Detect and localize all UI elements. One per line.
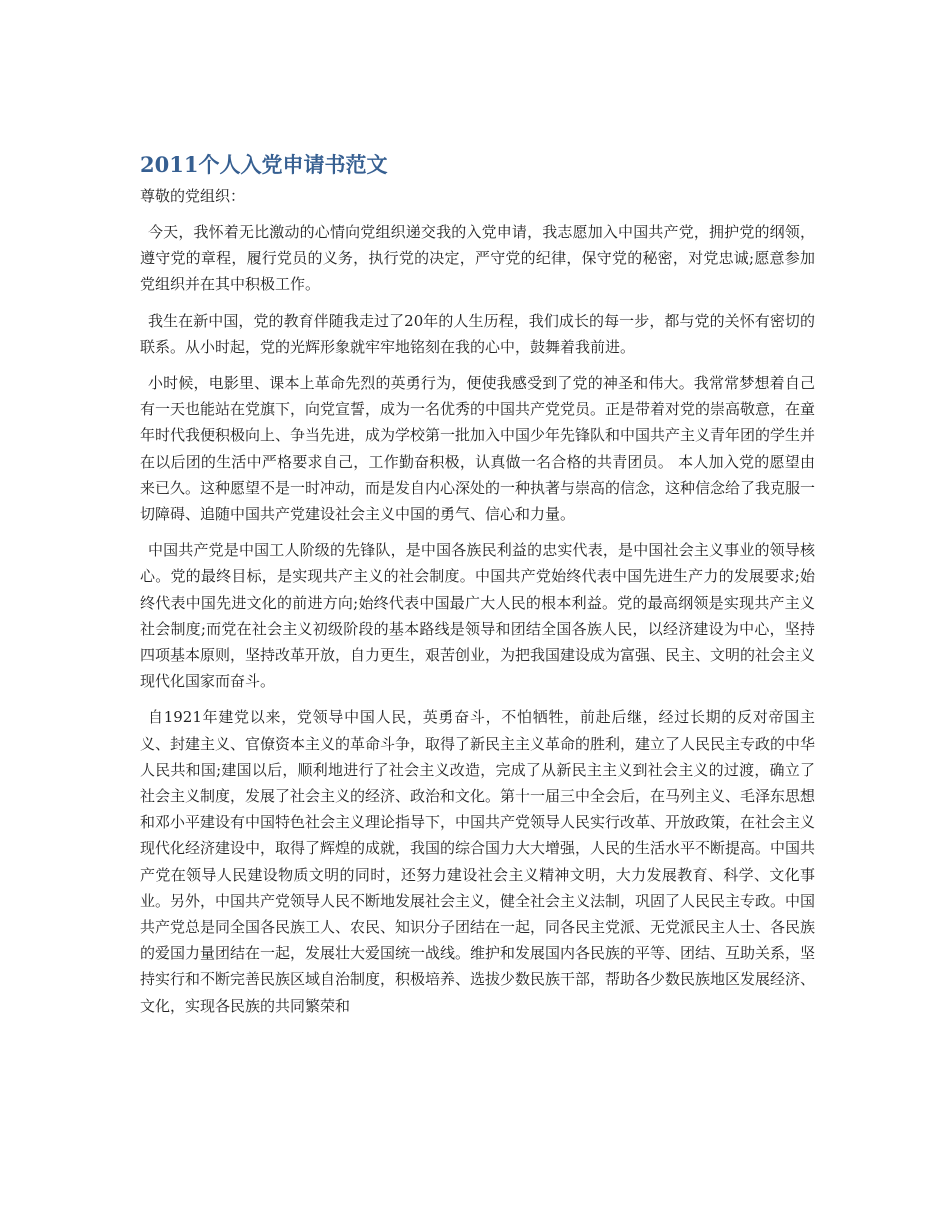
paragraph-2: 我生在新中国，党的教育伴随我走过了20年的人生历程，我们成长的每一步，都与党的关怀有密切的联系。从小时起，党的光辉形象就牢牢地铭刻在我的心中，鼓舞着我前进。 — [140, 311, 815, 356]
document-title: 2011个人入党申请书范文 — [140, 152, 388, 177]
salutation: 尊敬的党组织： — [140, 187, 246, 205]
document-page — [140, 150, 815, 1019]
paragraph-1: 今天，我怀着无比激动的心情向党组织递交我的入党申请，我志愿加入中国共产党，拥护党的纲领，遵守党的章程，履行党员的义务，执行党的决定，严守党的纪律，保守党的秘密，对党忠诚;愿意参加党组织并在其中积极工作。 — [140, 223, 815, 294]
paragraph-4: 中国共产党是中国工人阶级的先锋队，是中国各族民利益的忠实代表，是中国社会主义事业的领导核心。党的最终目标，是实现共产主义的社会制度。中国共产党始终代表中国先进生产力的发展要求;始终代表中国先进文化的前进方向;始终代表中国最广大人民的根本利益。党的最高纲领是实现共产主义社会制度;而党在社会主义初级阶段的基本路线是领导和团结全国各族人民，以经济建设为中心，坚持四项基本原则，坚持改革开放，自力更生，艰苦创业，为把我国建设成为富强、民主、文明的社会主义现代化国家而奋斗。 — [140, 541, 816, 691]
paragraph-3: 小时候，电影里、课本上革命先烈的英勇行为，便使我感受到了党的神圣和伟大。我常常梦想着自己有一天也能站在党旗下，向党宣誓，成为一名优秀的中国共产党党员。正是带着对党的崇高敬意，在童年时代我便积极向上、争当先进，成为学校第一批加入中国少年先锋队和中国共产主义青年团的学生并在以后团的生活中严格要求自己，工作勤奋积极，认真做一名合格的共青团员。 本人加入党的愿望由来已久。这种愿望不是一时冲动，而是发自内心深处的一种执著与崇高的信念，这种信念给了我克服一切障碍、追随中国共产党建设社会主义中国的勇气、信心和力量。 — [140, 374, 816, 524]
paragraph-5: 自1921年建党以来，党领导中国人民，英勇奋斗，不怕牺牲，前赴后继，经过长期的反对帝国主义、封建主义、官僚资本主义的革命斗争，取得了新民主主义革命的胜利，建立了人民民主专政的中华人民共和国;建国以后，顺利地进行了社会主义改造，完成了从新民主主义到社会主义的过渡，确立了社会主义制度，发展了社会主义的经济、政治和文化。第十一届三中全会后，在马列主义、毛泽东思想和邓小平建设有中国特色社会主义理论指导下，中国共产党领导人民实行改革、开放政策，在社会主义现代化经济建设中，取得了辉煌的成就，我国的综合国力大大增强，人民的生活水平不断提高。中国共产党在领导人民建设物质文明的同时，还努力建设社会主义精神文明，大力发展教育、科学、文化事业。另外，中国共产党领导人民不断地发展社会主义，健全社会主义法制，巩固了人民民主专政。中国共产党总是同全国各民族工人、农民、知识分子团结在一起，同各民主党派、无党派民主人士、各民族的爱国力量团结在一起，发展壮大爱国统一战线。维护和发展国内各民族的平等、团结、互助关系，坚持实行和不断完善民族区域自治制度，积极培养、选拔少数民族干部，帮助各少数民族地区发展经济、文化，实现各民族的共同繁荣和 — [140, 708, 816, 1015]
